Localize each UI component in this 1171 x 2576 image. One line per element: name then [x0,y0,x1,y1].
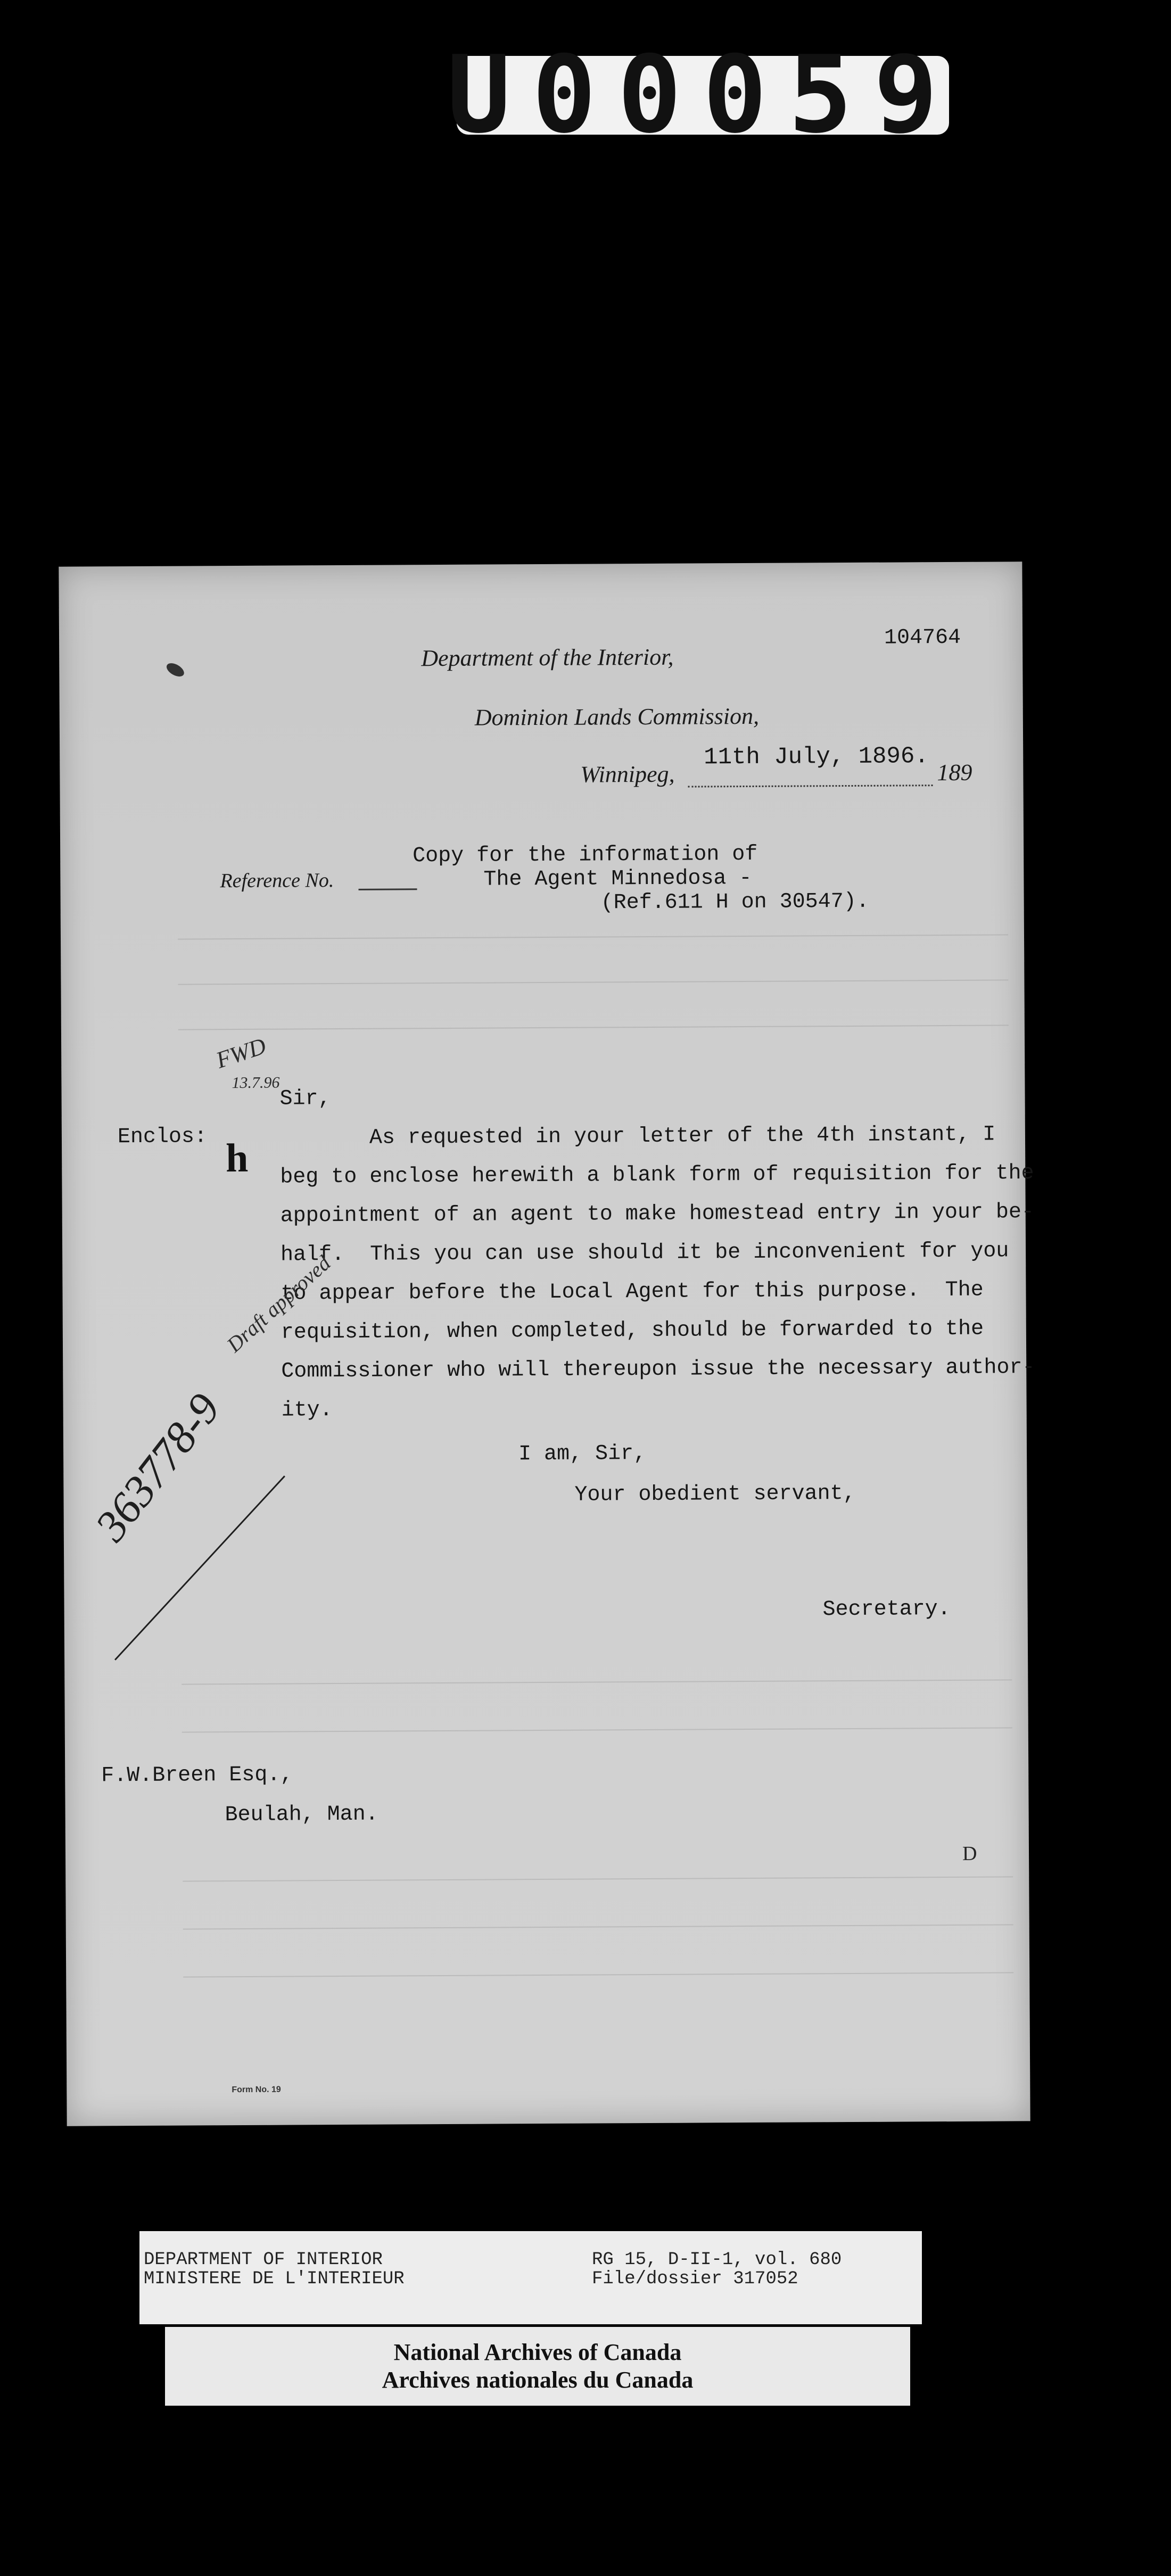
copy-note-line: Copy for the information of [413,842,758,869]
copy-note-line: (Ref.611 H on 30547). [600,889,869,915]
archive-department-en: DEPARTMENT OF INTERIOR [144,2250,383,2270]
letterhead-commission: Dominion Lands Commission, [474,703,760,731]
form-number: Form No. 19 [232,2085,281,2095]
signature-title: Secretary. [822,1597,951,1622]
reference-label: Reference No. [220,869,334,893]
enclosure-handwritten-mark: h [225,1135,249,1181]
letter-sheet [59,562,1035,2126]
closing-line: Your obedient servant, [574,1481,856,1507]
recipient-place: Beulah, Man. [225,1802,378,1828]
body-line: appointment of an agent to make homestead entry in your be- [280,1200,1035,1228]
body-line: requisition, when completed, should be forwarded to the [281,1317,984,1345]
letterhead-department: Department of the Interior, [421,643,674,672]
reference-underline [359,888,417,890]
closing-line: I am, Sir, [518,1442,647,1467]
body-line: As requested in your letter of the 4th instant, I [279,1122,996,1151]
handwritten-draft-note: Draft approved [222,1251,335,1357]
file-number: 104764 [884,625,961,650]
recipient-name: F.W.Breen Esq., [101,1763,293,1788]
handwritten-initials: FWD [212,1033,269,1074]
archive-record-group: RG 15, D-II-1, vol. 680 [592,2250,842,2270]
body-line: to appear before the Local Agent for this purpose. The [281,1278,984,1306]
archive-credit-tag [165,2327,910,2406]
body-line: ity. [281,1398,333,1423]
corner-mark: D [962,1842,977,1865]
handwritten-file-number: 363778-9 [86,1384,230,1550]
letter-date: 11th July, 1896. [704,743,929,771]
archive-credit-en: National Archives of Canada [393,2339,682,2365]
archive-department-fr: MINISTERE DE L'INTERIEUR [144,2269,405,2289]
archive-file-number: File/dossier 317052 [592,2269,798,2289]
date-underline [688,785,933,787]
body-line: Commissioner who will thereupon issue the necessary author- [281,1356,1035,1384]
body-line: beg to enclose herewith a blank form of requisition for the [280,1161,1034,1190]
handwritten-initials-date: 13.7.96 [232,1074,280,1092]
body-line: half. This you can use should it be inconvenient for you [281,1239,1009,1267]
archive-credit-fr: Archives nationales du Canada [382,2367,694,2393]
year-prefix: 189 [937,759,972,786]
frame-number-label: U00059 [447,33,959,157]
salutation: Sir, [279,1087,331,1111]
punch-hole-mark [164,660,186,679]
letter-place: Winnipeg, [580,761,675,788]
letter-body [279,1115,1035,1430]
copy-note-line: The Agent Minnedosa - [483,866,752,892]
enclosure-label: Enclos: [117,1125,208,1150]
archive-reference-tag [139,2231,922,2324]
